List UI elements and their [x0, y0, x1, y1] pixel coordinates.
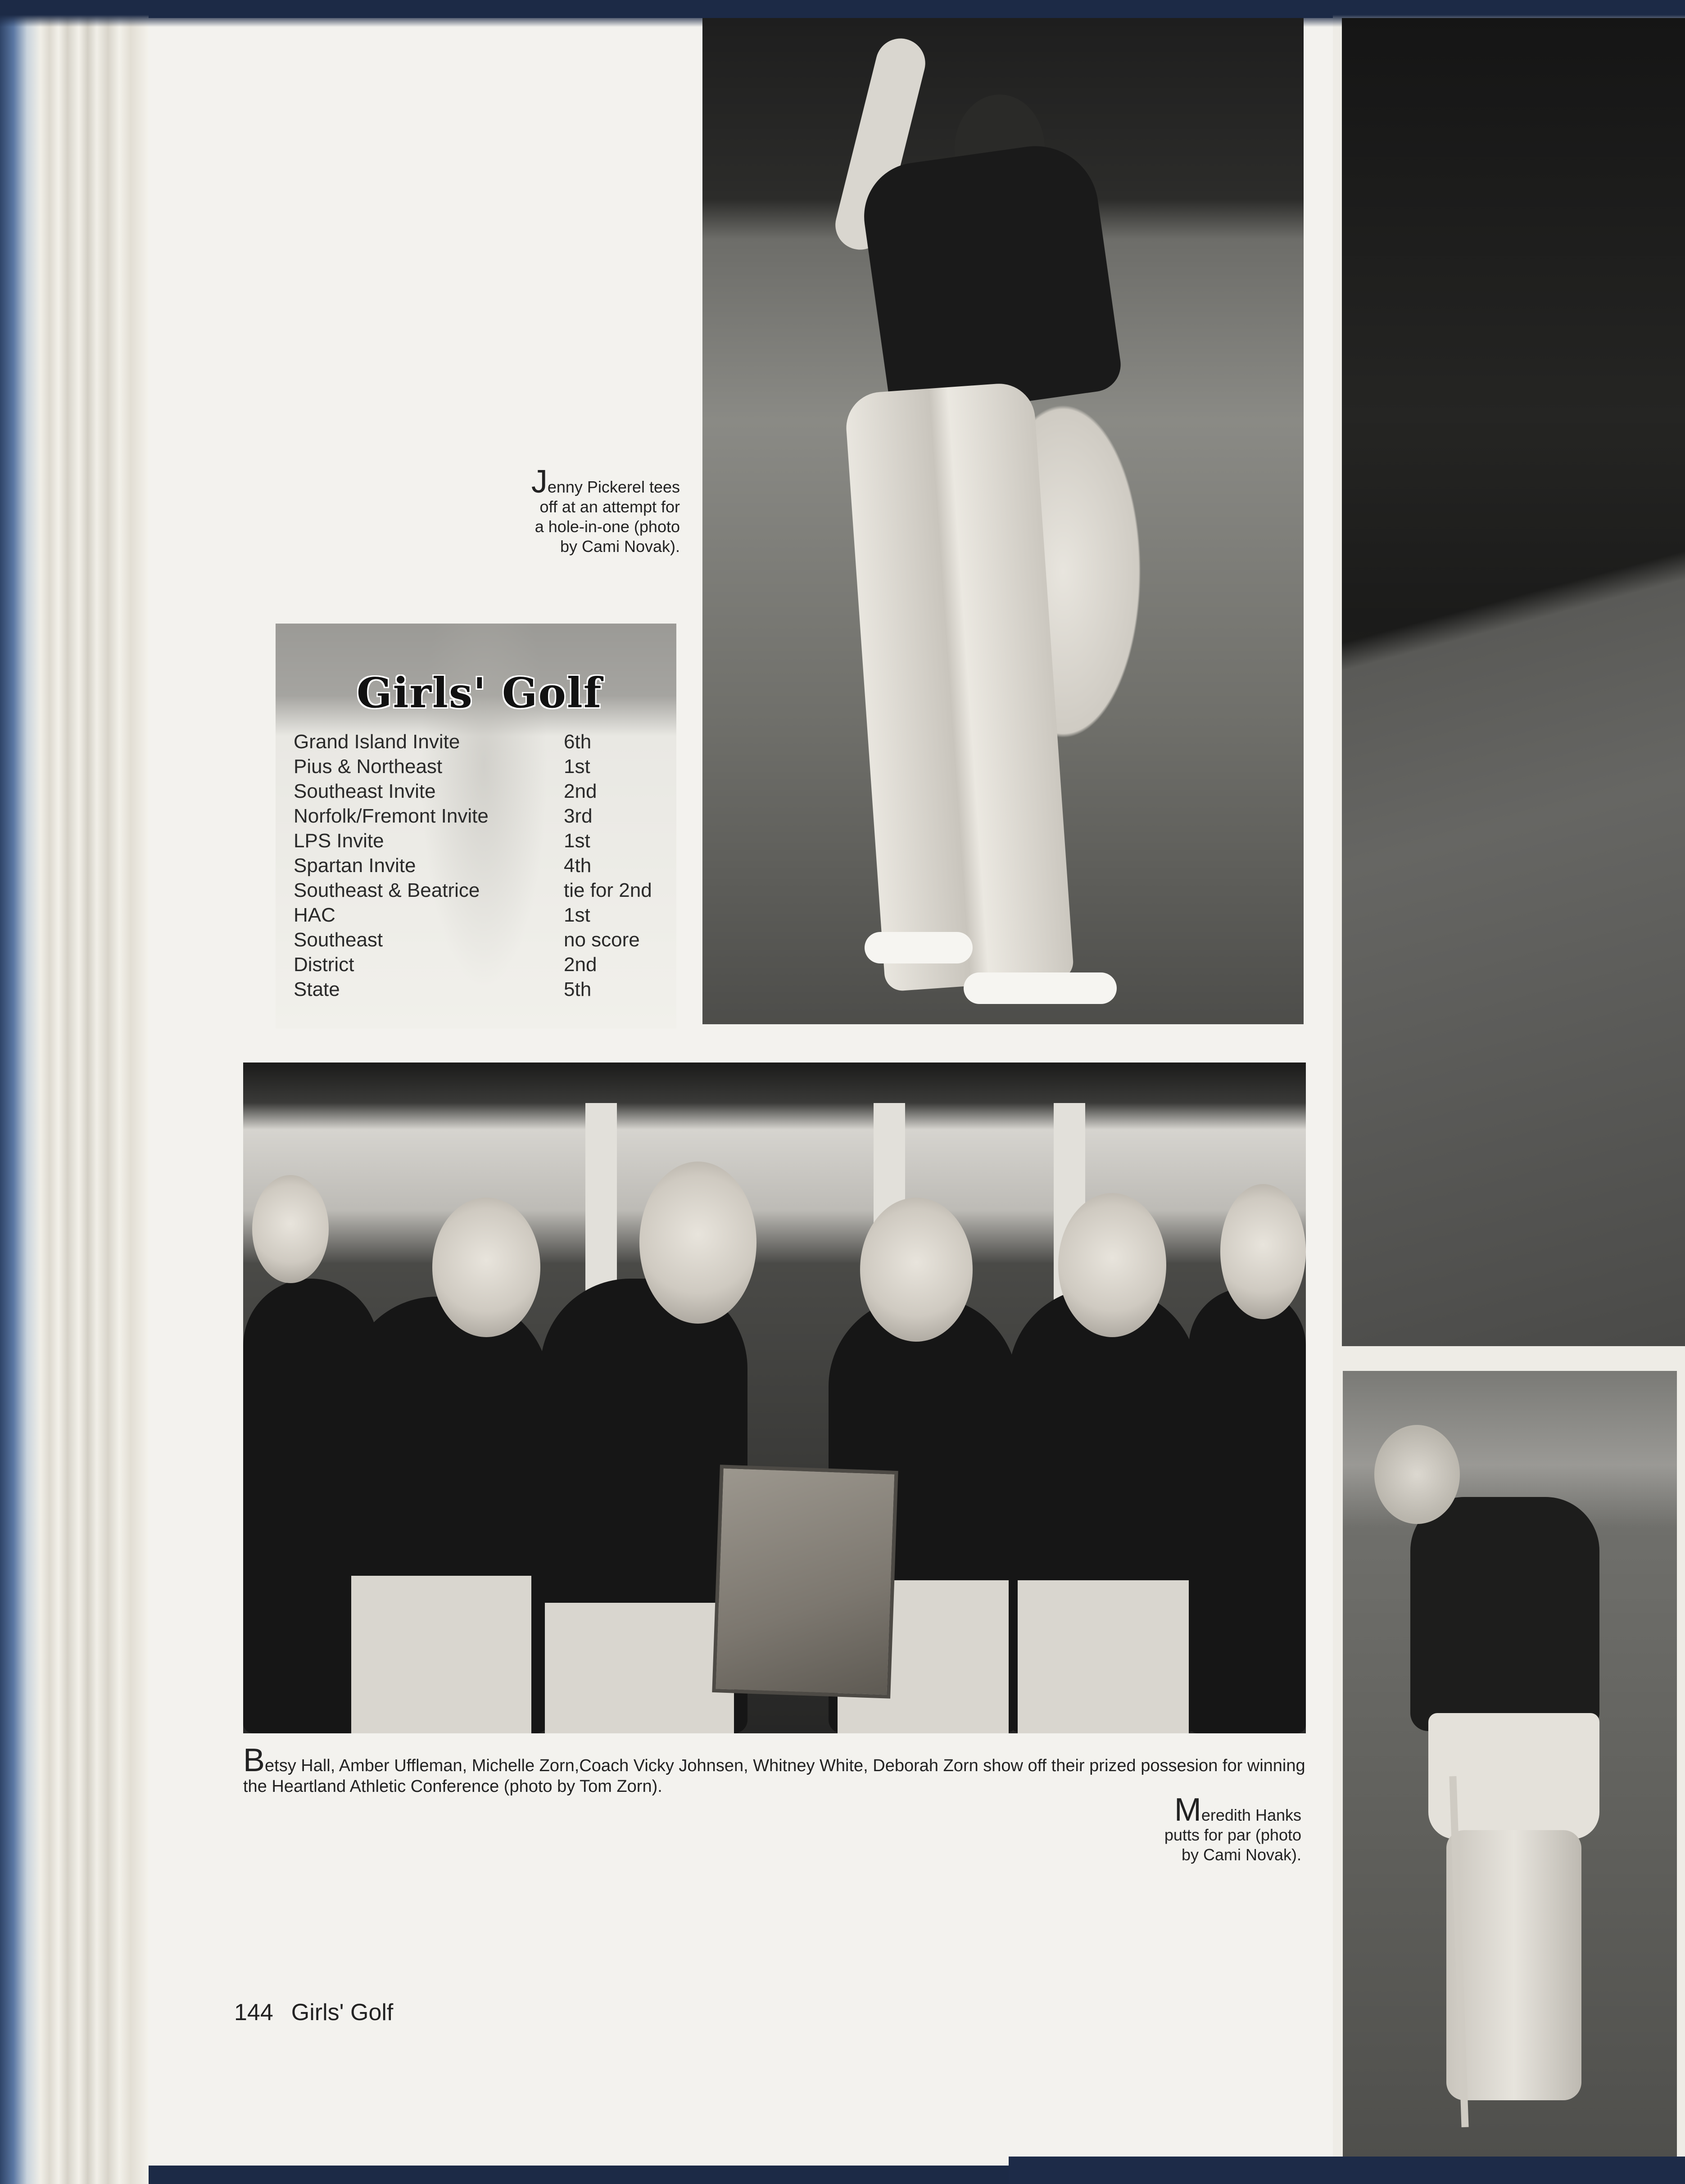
putt-legs: [1446, 1830, 1581, 2100]
team-member-pants: [1018, 1580, 1189, 1733]
record-row: [294, 828, 652, 853]
record-result: 2nd: [564, 780, 597, 802]
caption-drop-initial: J: [531, 464, 548, 500]
team-member-face: [252, 1175, 329, 1283]
record-table: [294, 729, 652, 1002]
caption-drop-initial: B: [243, 1742, 265, 1778]
record-event: Southeast & Beatrice: [294, 879, 480, 901]
record-row: [294, 927, 652, 952]
record-row: [294, 878, 652, 903]
caption-text: enny Pickerel tees off at an attempt for a hole-in-one (photo by Cami Novak).: [534, 478, 680, 556]
course-backdrop-photo: [1342, 18, 1685, 1346]
caption-drop-initial: M: [1174, 1792, 1201, 1828]
record-row: [294, 779, 652, 804]
swing-shirt: [857, 138, 1124, 421]
record-row: [294, 754, 652, 779]
record-result: 1st: [564, 904, 590, 926]
record-event: HAC: [294, 904, 335, 926]
page-number: 144: [234, 1999, 273, 2026]
section-name: Girls' Golf: [291, 1999, 394, 2026]
putt-head: [1374, 1425, 1460, 1524]
team-photo-caption: [243, 1742, 1306, 1797]
record-title: Girls' Golf: [357, 669, 602, 717]
record-event: Spartan Invite: [294, 855, 416, 877]
record-result: 6th: [564, 731, 592, 753]
record-event: Grand Island Invite: [294, 731, 460, 753]
team-member-face: [1220, 1184, 1306, 1319]
conference-plaque: [712, 1465, 898, 1699]
record-row: [294, 729, 652, 754]
team-member-pants: [545, 1603, 734, 1733]
team-member-pants: [351, 1576, 531, 1733]
record-row: [294, 952, 652, 977]
record-event: Norfolk/Fremont Invite: [294, 805, 489, 827]
team-member: [1189, 1288, 1306, 1733]
record-result: 3rd: [564, 805, 593, 827]
book-binding: [0, 0, 149, 2184]
golfer-putt-photo: [1343, 1371, 1677, 2157]
record-result: no score: [564, 929, 640, 951]
team-member-face: [432, 1198, 540, 1337]
caption-text: etsy Hall, Amber Uffleman, Michelle Zorn,Coach Vicky Johnsen, Whitney White, Deborah Zorn show off their prized possesion for winning the Heartland Athletic Conference (photo by Tom Zorn).: [243, 1756, 1305, 1796]
record-result: 5th: [564, 978, 592, 1000]
record-event: LPS Invite: [294, 830, 384, 852]
record-result: tie for 2nd: [564, 879, 652, 901]
swing-shoe-left: [865, 932, 973, 963]
season-record-box: [276, 624, 676, 1029]
record-result: 2nd: [564, 954, 597, 976]
swing-legs: [844, 381, 1074, 992]
record-row: [294, 977, 652, 1002]
record-event: Southeast: [294, 929, 383, 951]
record-event: State: [294, 978, 340, 1000]
putt-photo-caption: [1153, 1792, 1301, 1865]
swing-shoe-right: [964, 972, 1117, 1004]
record-result: 1st: [564, 830, 590, 852]
swing-photo-caption: [527, 464, 680, 556]
caption-text: eredith Hanks putts for par (photo by Cami Novak).: [1164, 1806, 1301, 1864]
binding-bottom-edge: [1009, 2157, 1685, 2184]
putt-shirt: [1410, 1497, 1599, 1731]
record-row: [294, 903, 652, 927]
record-row: [294, 853, 652, 878]
team-member-face: [639, 1162, 756, 1324]
record-result: 4th: [564, 855, 592, 877]
record-row: [294, 804, 652, 828]
record-event: Pius & Northeast: [294, 755, 443, 778]
team-group-photo: [243, 1063, 1306, 1733]
golfer-swing-photo: [702, 18, 1304, 1024]
record-result: 1st: [564, 755, 590, 778]
record-event: Southeast Invite: [294, 780, 436, 802]
team-member-face: [860, 1198, 973, 1342]
team-member-face: [1058, 1193, 1166, 1337]
record-event: District: [294, 954, 354, 976]
page-folio: [234, 1999, 411, 2026]
